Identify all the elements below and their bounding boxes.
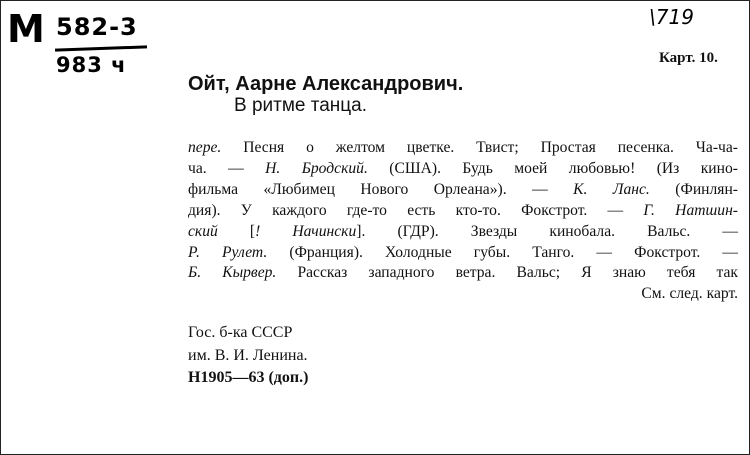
- see-next-card: См. след. карт.: [641, 285, 738, 303]
- work-title: В ритме танца.: [234, 95, 368, 116]
- handwritten-underline: [55, 45, 147, 51]
- card-number-label: Карт. 10.: [659, 50, 718, 66]
- contents-note: [188, 138, 738, 305]
- handwritten-call-number: 582-3: [56, 13, 138, 41]
- contents-line: Р. Рулет. (Франция). Холодные губы. Танго. — Фокстрот. —: [188, 243, 738, 261]
- handwritten-inventory-number: 983 ч: [56, 53, 127, 77]
- handwritten-letter: М: [7, 7, 44, 51]
- contents-line: ский [! Начински]. (ГДР). Звезды кинобала. Вальс. —: [188, 222, 738, 240]
- handwritten-corner-mark: \719: [649, 5, 694, 29]
- library-name: Гос. б-ка СССР: [188, 324, 293, 341]
- library-name-line2: им. В. И. Ленина.: [188, 346, 308, 364]
- contents-line: фильма «Любимец Нового Орлеана»). — К. Ланс. (Финлян-: [188, 180, 738, 198]
- contents-line: Б. Кырвер. Рассказ западного ветра. Вальс; Я знаю тебя так: [188, 264, 739, 282]
- contents-line: ча. — Н. Бродский. (США). Будь моей любовью! (Из кино-: [188, 159, 738, 177]
- library-order-number: Н1905—63 (доп.): [188, 369, 309, 386]
- author-heading: Ойт, Аарне Александрович.: [188, 73, 464, 95]
- contents-line: пере. Песня о желтом цветке. Твист; Простая песенка. Ча-ча-: [188, 139, 738, 156]
- contents-line: дия). У каждого где-то есть кто-то. Фокстрот. — Г. Натшин-: [188, 201, 738, 219]
- library-stamp: [188, 322, 308, 390]
